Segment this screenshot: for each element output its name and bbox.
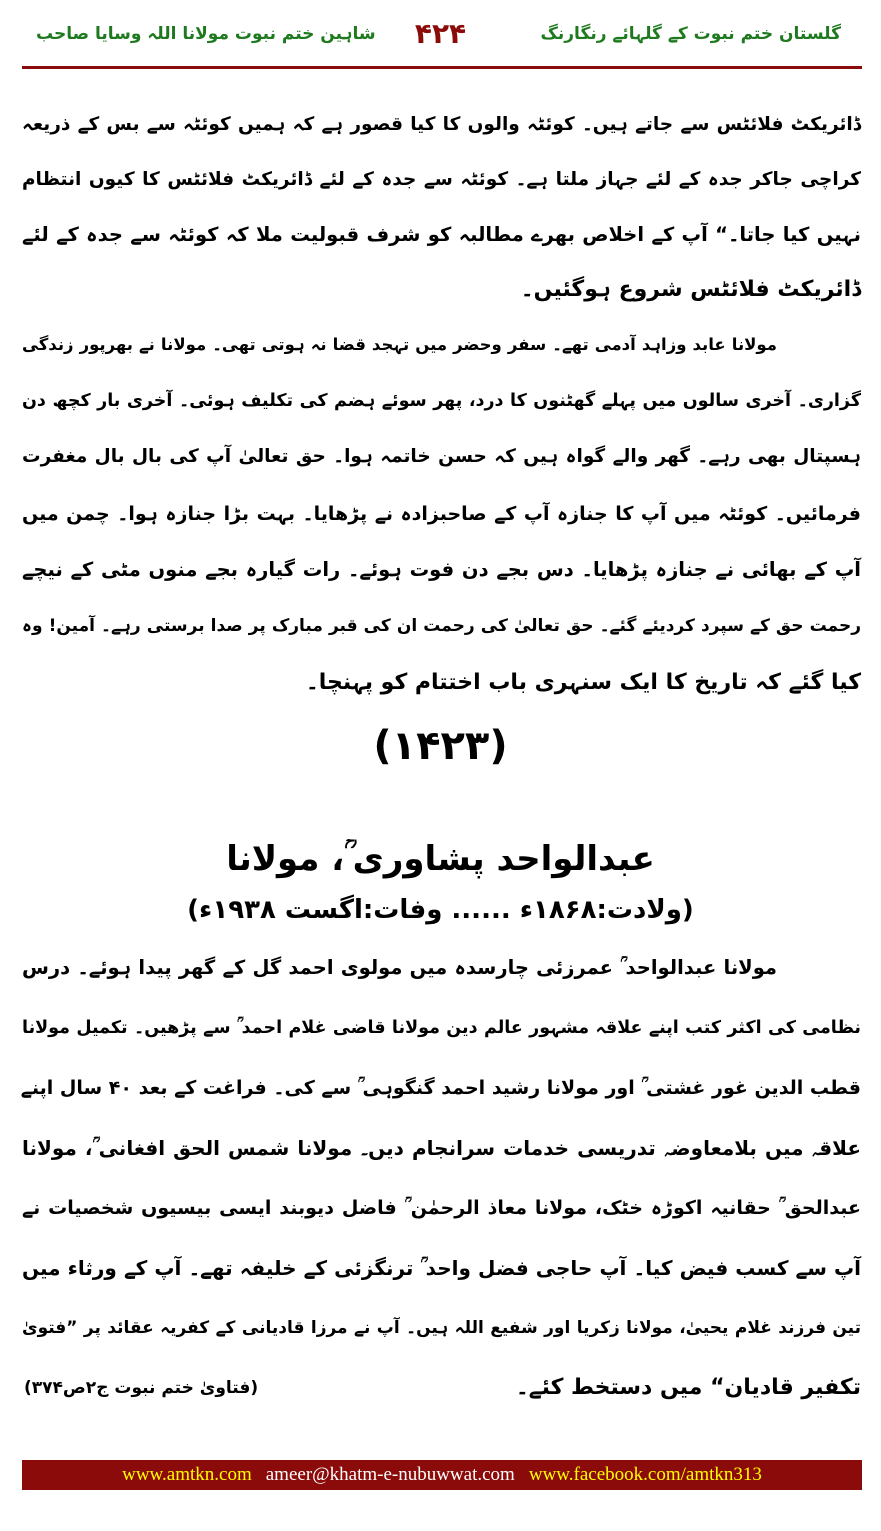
text-line: آپ کے بھائی نے جنازہ پڑھایا۔ دس بجے دن فوت ہوئے۔ رات گیارہ بجے منوں مٹی کے نیچے: [22, 558, 861, 581]
text-line: رحمت حق کے سپرد کردیئے گئے۔ حق تعالیٰ کی رحمت ان کی قبر مبارک پر صدا برستی رہے۔ آمین! وہ: [22, 616, 861, 636]
page-number: ۴۲۴: [414, 17, 467, 50]
footer-bar: [22, 1460, 862, 1490]
text-line: ڈائریکٹ فلائٹس سے جاتے ہیں۔ کوئٹہ والوں کا کیا قصور ہے کہ ہمیں کوئٹہ سے بس کے ذریعہ: [22, 114, 861, 135]
text-line: نہیں کیا جاتا۔“ آپ کے اخلاص بھرے مطالبہ کو شرف قبولیت ملا کہ کوئٹہ سے جدہ کے لئے: [22, 223, 861, 246]
email-link[interactable]: ameer@khatm-e-nubuwwat.com: [265, 1464, 515, 1485]
text-line: مولانا عبدالواحد ؒ عمرزئی چارسدہ میں مولوی احمد گل کے گھر پیدا ہوئے۔ درس: [22, 956, 777, 979]
text-line: مولانا عابد وزاہد آدمی تھے۔ سفر وحضر میں تہجد قضا نہ ہوتی تھی۔ مولانا نے بھرپور زندگی: [22, 335, 777, 354]
entry-title: عبدالواحد پشاوری ؒ، مولانا: [226, 839, 655, 879]
text-line: کیا گئے کہ تاریخ کا ایک سنہری باب اختتام کو پہنچا۔: [305, 670, 861, 695]
entry-number: (۱۴۲۳): [373, 723, 508, 769]
text-line: فرمائیں۔ کوئٹہ میں آپ کا جنازہ آپ کے صاحبزادہ نے پڑھایا۔ بہت بڑا جنازہ ہوا۔ چمن میں: [22, 503, 861, 525]
text-line: نظامی کی اکثر کتب اپنے علاقہ مشہور عالم دین مولانا قاضی غلام احمد ؒ سے پڑھیں۔ تکمیل مولانا: [22, 1018, 861, 1038]
text-line: تکفیر قادیان“ میں دستخط کئے۔: [515, 1375, 861, 1400]
text-line: علاقہ میں بلامعاوضہ تدریسی خدمات سرانجام دیں۔ مولانا شمس الحق افغانی ؒ، مولانا: [22, 1136, 861, 1160]
text-line: گزاری۔ آخری سالوں میں پہلے گھٹنوں کا درد، پھر سوئے ہضم کی تکلیف ہوئی۔ آخری بار کچھ دن: [22, 391, 861, 411]
text-line: ہسپتال بھی رہے۔ گھر والے گواہ ہیں کہ حسن خاتمہ ہوا۔ حق تعالیٰ آپ کی بال بال مغفرت: [22, 446, 861, 467]
facebook-link[interactable]: www.facebook.com/amtkn313: [528, 1464, 762, 1485]
text-line: عبدالحق ؒ حقانیہ اکوڑہ خٹک، مولانا معاذ الرحمٰن ؒ فاضل دیوبند ایسی بیسیوں شخصیات نے: [22, 1197, 861, 1219]
book-title: گلستان ختم نبوت کے گلہائے رنگارنگ: [540, 24, 841, 44]
website-link[interactable]: www.amtkn.com: [122, 1464, 252, 1485]
text-line: قطب الدین غور غشتی ؒ اور مولانا رشید احمد گنگوہی ؒ سے کی۔ فراغت کے بعد ۴۰ سال اپنے: [20, 1077, 861, 1099]
text-line: تین فرزند غلام یحییٰ، مولانا زکریا اور شفیع اللہ ہیں۔ آپ نے مرزا قادیانی کے کفریہ عقائد پر ”فتویٰ: [22, 1318, 861, 1338]
text-line: کراچی جاکر جدہ کے لئے جہاز ملتا ہے۔ کوئٹہ سے جدہ کے لئے ڈائریکٹ فلائٹس کا کیوں انتظام: [22, 169, 861, 190]
entry-dates: (ولادت:۱۸۶۸ء ...... وفات:اگست ۱۹۳۸ء): [187, 895, 694, 925]
header-divider: [22, 66, 862, 69]
citation: (فتاویٰ ختم نبوت ج۲ص۳۷۴): [24, 1378, 259, 1398]
text-line: ڈائریکٹ فلائٹس شروع ہوگئیں۔: [520, 277, 861, 302]
author-name: شاہین ختم نبوت مولانا اللہ وسایا صاحب: [36, 24, 376, 44]
text-line: آپ سے کسب فیض کیا۔ آپ حاجی فضل واحد ؒ ترنگزئی کے خلیفہ تھے۔ آپ کے ورثاء میں: [22, 1256, 861, 1280]
